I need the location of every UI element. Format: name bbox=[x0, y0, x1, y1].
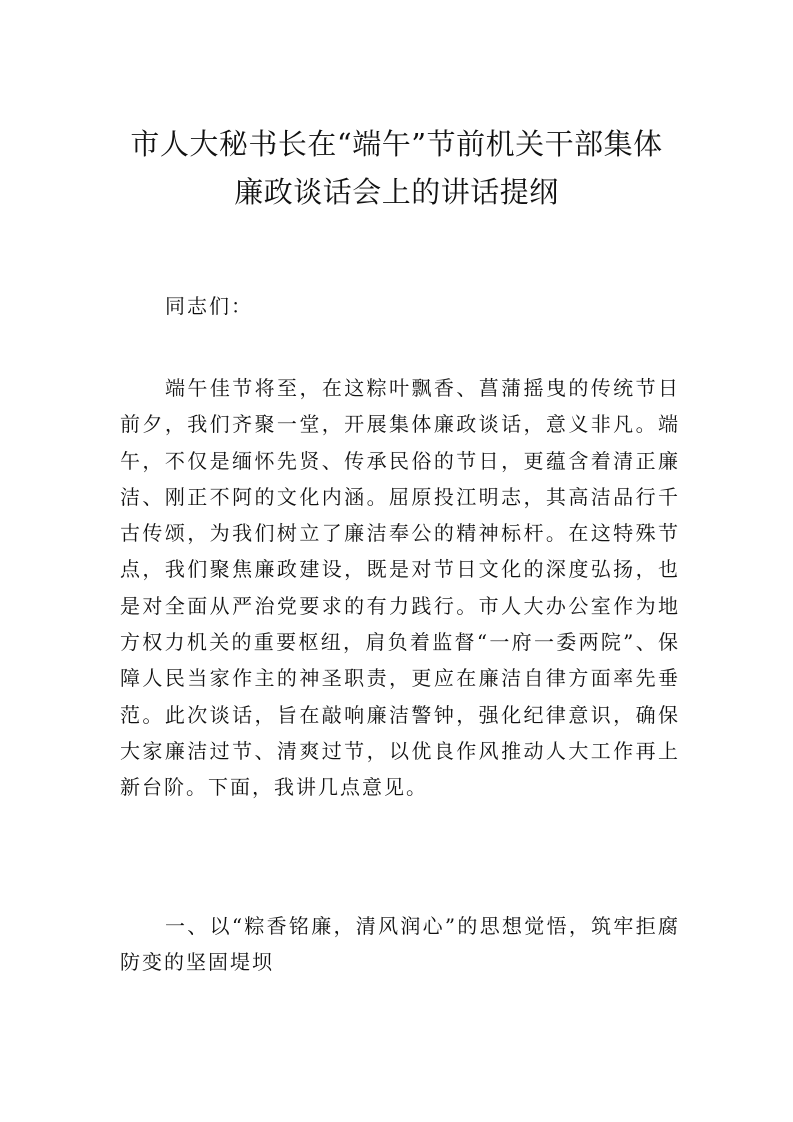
salutation: 同志们： bbox=[165, 294, 253, 318]
document-title-line-2: 廉政谈话会上的讲话提纲 bbox=[234, 175, 559, 209]
body-paragraph: 端午佳节将至，在这粽叶飘香、菖蒲摇曳的传统节日前夕，我们齐聚一堂，开展集体廉政谈话，意义非凡。端午，不仅是缅怀先贤、传承民俗的节日，更蕴含着清正廉洁、刚正不阿的文化内涵。屈原投江明志，其高洁品行千古传颂，为我们树立了廉洁奉公的精神标杆。在这特殊节点，我们聚焦廉政建设，既是对节日文化的深度弘扬，也是对全面从严治党要求的有力践行。市人大办公室作为地方权力机关的重要枢纽，肩负着监督“一府一委两院”、保障人民当家作主的神圣职责，更应在廉洁自律方面率先垂范。此次谈话，旨在敲响廉洁警钟，强化纪律意识，确保大家廉洁过节、清爽过节，以优良作风推动人大工作再上新台阶。下面，我讲几点意见。 bbox=[120, 376, 680, 800]
document-title-line-1: 市人大秘书长在“端午”节前机关干部集体 bbox=[130, 127, 663, 161]
section-heading-1: 一、以“粽香铭廉，清风润心”的思想觉悟，筑牢拒腐防变的坚固堤坝 bbox=[120, 914, 680, 975]
